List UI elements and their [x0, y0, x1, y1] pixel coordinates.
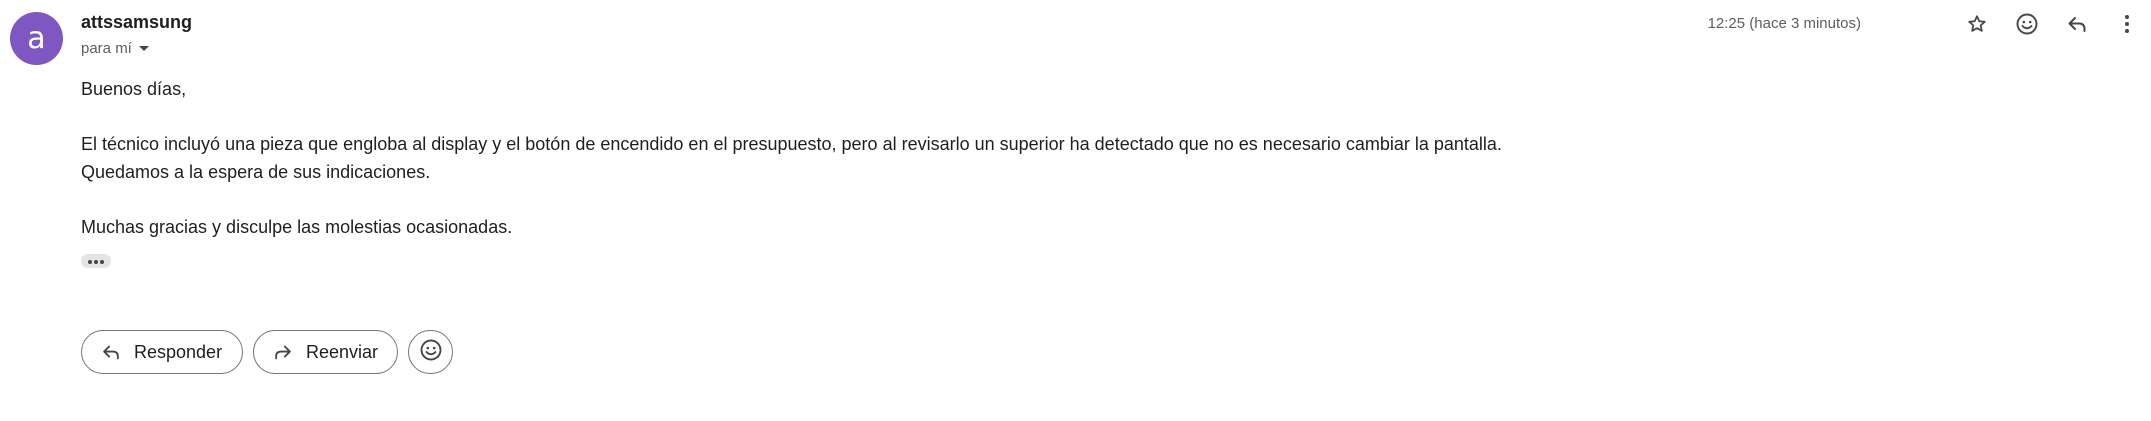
email-paragraph-line: Quedamos a la espera de sus indicaciones.: [81, 161, 431, 182]
sender-name[interactable]: attssamsung: [81, 12, 193, 32]
show-trimmed-content-button[interactable]: [81, 254, 111, 268]
email-paragraph-line: El técnico incluyó una pieza que engloba al display y el botón de encendido en el presupuesto, pero al revisarlo un superior ha detectado que no es necesario cambiar la pantalla.: [81, 134, 1502, 154]
reply-icon: [100, 341, 122, 363]
more-options-button[interactable]: [2110, 9, 2144, 43]
reply-button[interactable]: [81, 330, 243, 374]
forward-button-label: Reenviar: [306, 341, 379, 362]
email-greeting: Buenos días,: [81, 79, 187, 99]
email-closing: Muchas gracias y disculpe las molestias ocasionadas.: [81, 216, 513, 237]
reply-icon: [2065, 12, 2089, 41]
email-body: [81, 76, 1502, 241]
chevron-down-icon: [138, 40, 150, 57]
forward-button[interactable]: [253, 330, 398, 374]
emoji-button[interactable]: [2010, 9, 2044, 43]
avatar-letter: a: [27, 21, 46, 56]
forward-icon: [272, 341, 294, 363]
more-vert-icon: [2115, 12, 2139, 41]
more-horiz-icon: [87, 252, 105, 270]
recipient-dropdown[interactable]: [81, 40, 150, 57]
star-icon: [1966, 13, 1988, 40]
recipient-label: para mí: [81, 40, 132, 57]
emoji-reaction-button[interactable]: [408, 330, 453, 374]
reply-header-button[interactable]: [2060, 9, 2094, 43]
emoji-icon: [419, 338, 443, 367]
emoji-icon: [2015, 12, 2039, 41]
star-button[interactable]: [1960, 9, 1994, 43]
reply-button-label: Responder: [134, 341, 223, 362]
avatar[interactable]: [10, 12, 63, 65]
timestamp: 12:25 (hace 3 minutos): [1707, 15, 1861, 32]
